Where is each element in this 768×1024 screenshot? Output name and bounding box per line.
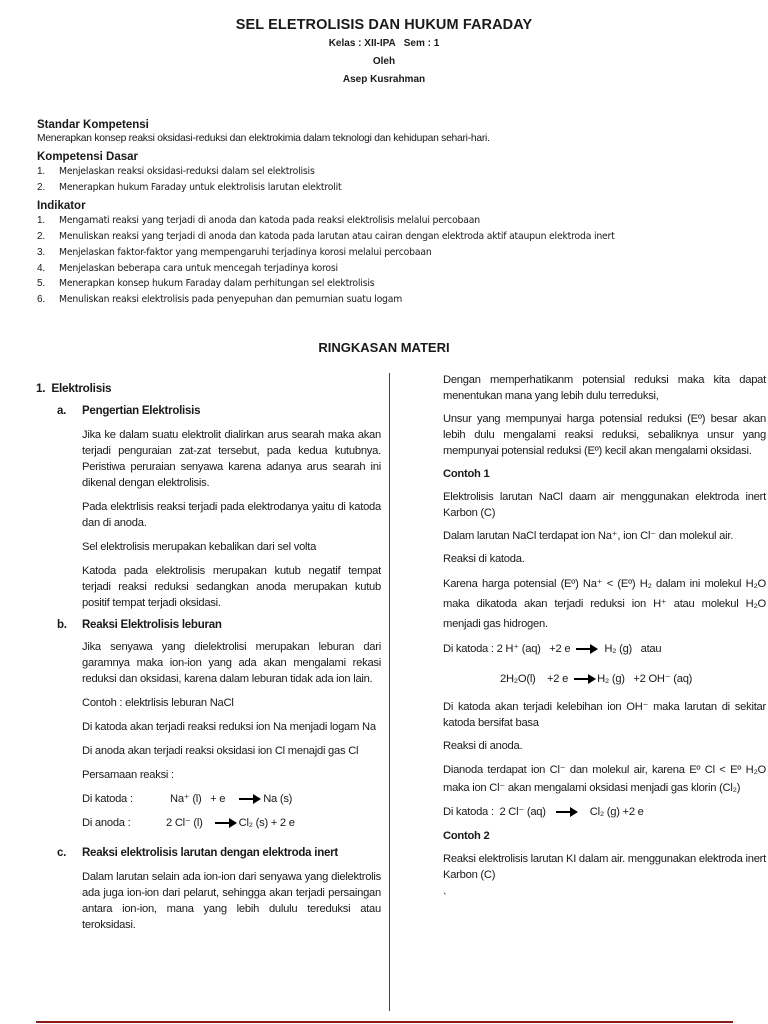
paragraph: Reaksi elektrolisis larutan KI dalam air. menggunakan elektroda inert Karbon (C) bbox=[443, 853, 766, 881]
by-line: Oleh bbox=[372, 56, 396, 67]
reaction-katoda: Di katoda : Na⁺ (l) + e Na (s) bbox=[82, 793, 293, 805]
indikator-list bbox=[37, 213, 737, 307]
indikator-heading: Indikator bbox=[37, 200, 86, 213]
paragraph: Dengan memperhatikanm potensial reduksi maka kita dapat menentukan mana yang lebih dulu terreduksi, bbox=[443, 374, 766, 402]
arrow-icon bbox=[576, 644, 598, 654]
arrow-icon bbox=[239, 794, 261, 804]
subsection-b-heading: b. Reaksi Elektrolisis leburan bbox=[57, 619, 222, 631]
list-item: 6. Menuliskan reaksi elektrolisis pada penyepuhan dan pemurnian suatu logam bbox=[37, 293, 403, 305]
class-info: Kelas : XII-IPA Sem : 1 bbox=[328, 38, 440, 49]
arrow-icon bbox=[574, 674, 596, 684]
paragraph: Dianoda terdapat ion Cl⁻ dan molekul air, karena Eº Cl < Eº H₂O maka ion Cl⁻ akan mengalami oksidasi menjadi gas klorin (Cl₂) bbox=[443, 764, 766, 794]
paragraph: Elektrolisis larutan NaCl daam air menggunakan elektroda inert Karbon (C) bbox=[443, 491, 766, 519]
list-item: 5. Menerapkan konsep hukum Faraday dalam perhitungan sel elektrolisis bbox=[37, 278, 375, 290]
list-item: 2. Menerapkan hukum Faraday untuk elektrolisis larutan elektrolit bbox=[37, 181, 342, 193]
paragraph: Reaksi di katoda. bbox=[443, 553, 525, 565]
paragraph: Katoda pada elektrolisis merupakan kutub negatif tempat terjadi reaksi reduksi sedangkan anoda merupakan kutub positif tempat terjadi oksidasi. bbox=[82, 565, 381, 609]
arrow-icon bbox=[556, 807, 578, 817]
paragraph: ` bbox=[443, 892, 447, 904]
list-item: 1. Menjelaskan reaksi oksidasi-reduksi dalam sel elektrolisis bbox=[37, 166, 315, 177]
paragraph: Reaksi di anoda. bbox=[443, 740, 523, 752]
reaction-katoda-h: Di katoda : 2 H⁺ (aq) +2 e H₂ (g) atau bbox=[443, 643, 662, 655]
kd-heading: Kompetensi Dasar bbox=[37, 151, 138, 163]
paragraph: Karena harga potensial (Eº) Na⁺ < (Eº) H₂ dalam ini molekul H₂O maka dikatoda akan terjadi reduksi ion H⁺ atau molekul H₂O menjadi gas hidrogen. bbox=[443, 578, 766, 630]
paragraph: Contoh : elektrlisis leburan NaCl bbox=[82, 697, 234, 709]
reaction-anoda-cl: Di katoda : 2 Cl⁻ (aq) Cl₂ (g) +2 e bbox=[443, 806, 644, 818]
subsection-c-body bbox=[82, 869, 381, 933]
standar-heading: Standar Kompetensi bbox=[37, 119, 149, 131]
list-item: 2. Menuliskan reaksi yang terjadi di anoda dan katoda pada larutan atau cairan dengan elektroda aktif ataupun elektroda inert bbox=[37, 231, 615, 243]
competency-section bbox=[37, 118, 737, 308]
paragraph: Di anoda akan terjadi reaksi oksidasi ion Cl menajdi gas Cl bbox=[82, 745, 359, 757]
paragraph: Persamaan reaksi : bbox=[82, 769, 174, 781]
section-elektrolisis-heading: 1. Elektrolisis bbox=[36, 381, 112, 395]
reaction-anoda: Di anoda : 2 Cl⁻ (l) Cl₂ (s) + 2 e bbox=[82, 817, 295, 829]
paragraph: Dalam larutan selain ada ion-ion dari senyawa yang dielektrolis ada juga ion-ion dari pelarut, sehingga akan terjadi persaingan antara ion-ion, mana yang lebih dululu tereduksi atau teroksidasi. bbox=[82, 871, 381, 931]
example-2-heading: Contoh 2 bbox=[443, 830, 490, 842]
paragraph: Di katoda akan terjadi kelebihan ion OH⁻ maka larutan di sekitar katoda bersifat basa bbox=[443, 701, 766, 729]
list-item: 4. Menjelaskan beberapa cara untuk mencegah terjadinya korosi bbox=[37, 262, 338, 274]
paragraph: Unsur yang mempunyai harga potensial reduksi (Eº) besar akan lebih dulu mengalami reaksi reduksi, sebaliknya unsur yang mempunyai potensial reduksi (Eº) kecil akan mengalami oksidasi. bbox=[443, 413, 766, 457]
list-item: 3. Menjelaskan faktor-faktor yang mempengaruhi terjadinya korosi melalui percobaan bbox=[37, 246, 432, 258]
subsection-a-heading: a. Pengertian Elektrolisis bbox=[57, 405, 201, 417]
kd-list bbox=[37, 164, 737, 195]
reaction-katoda-water: 2H₂O(l) +2 e H₂ (g) +2 OH⁻ (aq) bbox=[500, 673, 693, 685]
list-item: 1. Mengamati reaksi yang terjadi di anoda dan katoda pada reaksi elektrolisis melalui percobaan bbox=[37, 215, 480, 227]
paragraph: Di katoda akan terjadi reaksi reduksi ion Na menjadi logam Na bbox=[82, 721, 376, 733]
paragraph: Sel elektrolisis merupakan kebalikan dari sel volta bbox=[82, 541, 317, 553]
author-name: Asep Kusrahman bbox=[342, 74, 426, 85]
subsection-a-body bbox=[82, 427, 381, 611]
example-1-heading: Contoh 1 bbox=[443, 468, 490, 480]
subsection-b-body bbox=[82, 639, 381, 831]
paragraph: Dalam larutan NaCl terdapat ion Na⁺, ion Cl⁻ dan molekul air. bbox=[443, 530, 734, 542]
subsection-c-heading: c. Reaksi elektrolisis larutan dengan elektroda inert bbox=[57, 847, 338, 859]
document-header bbox=[0, 16, 768, 89]
paragraph: Jika senyawa yang dielektrolisi merupakan leburan dari garamnya maka ion-ion yang ada akan mengalami rekasi reduksi dan oksidasi, karena dalam leburan tidak ada ion lain. bbox=[82, 641, 381, 685]
column-divider bbox=[389, 373, 390, 1011]
arrow-icon bbox=[215, 818, 237, 828]
paragraph: Pada elektrlisis reaksi terjadi pada elektrodanya yaitu di katoda dan di anoda. bbox=[82, 501, 381, 529]
standar-text: Menerapkan konsep reaksi oksidasi-reduksi dan elektrokimia dalam teknologi dan kehidupan sehari-hari. bbox=[37, 133, 490, 144]
paragraph: Jika ke dalam suatu elektrolit dialirkan arus searah maka akan terjadi penguraian zat-zat tersebut, pada kedua kutubnya. Peristiwa peruraian senyawa karena adanya arus searah ini dikenal dengan elektrolisis. bbox=[82, 429, 381, 489]
summary-heading: RINGKASAN MATERI bbox=[318, 340, 450, 355]
bottom-rule bbox=[36, 1021, 733, 1023]
document-title: SEL ELETROLISIS DAN HUKUM FARADAY bbox=[235, 17, 533, 33]
left-column bbox=[36, 380, 381, 941]
right-column bbox=[443, 372, 766, 913]
